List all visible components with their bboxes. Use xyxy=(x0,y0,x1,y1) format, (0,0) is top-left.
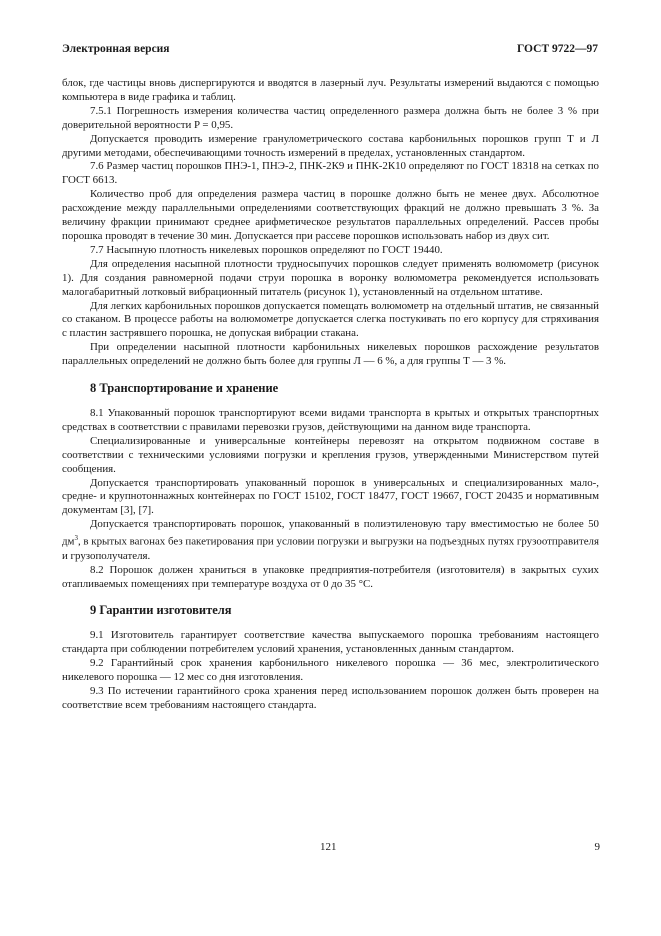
paragraph-part: Допускается транспортировать порошок, упакованный в полиэтиленовую тару вместимостью не более 50 дм xyxy=(62,518,599,548)
document-body xyxy=(62,77,599,713)
paragraph: При определении насыпной плотности карбонильных никелевых порошков расхождение результатов параллельных определений не должно быть более для группы Л — 6 %, а для группы Т — 3 %. xyxy=(62,341,599,368)
paragraph: 9.1 Изготовитель гарантирует соответствие качества выпускаемого порошка требованиям настоящего стандарта при соблюдении потребителем условий хранения, установленных данным стандартом. xyxy=(62,629,599,656)
header-left: Электронная версия xyxy=(62,43,170,55)
paragraph xyxy=(62,518,599,563)
paragraph: 9.2 Гарантийный срок хранения карбонильного никелевого порошка — 36 мес, электролитического никелевого порошка — 12 мес со дня изготовления. xyxy=(62,657,599,684)
paragraph: 7.5.1 Погрешность измерения количества частиц определенного размера должна быть не более 3 % при доверительной вероятности P = 0,95. xyxy=(62,104,599,131)
paragraph: 8.1 Упакованный порошок транспортируют всеми видами транспорта в крытых и открытых транспортных средствах в соответствии с правилами перевозки грузов, действующими на данном виде транспорта. xyxy=(62,407,599,433)
section-heading-8: 8 Транспортирование и хранение xyxy=(90,381,279,396)
paragraph: 9.3 По истечении гарантийного срока хранения перед использованием порошок должен быть проверен на соответствие всем требованиям настоящего стандарта. xyxy=(62,685,599,711)
paragraph: блок, где частицы вновь диспергируются и вводятся в лазерный луч. Результаты измерений выдаются с помощью компьютера в виде графика и таблиц. xyxy=(62,77,599,103)
header-right: ГОСТ 9722—97 xyxy=(517,43,598,55)
paragraph: 7.7 Насыпную плотность никелевых порошков определяют по ГОСТ 19440. xyxy=(90,243,443,256)
page-number-right: 9 xyxy=(594,841,600,853)
page-number-center: 121 xyxy=(320,841,337,853)
paragraph: 8.2 Порошок должен храниться в упаковке предприятия-потребителя (изготовителя) в закрытых сухих отапливаемых помещениях при температуре воздуха от 0 до 35 °С. xyxy=(62,563,599,590)
paragraph: Допускается транспортировать упакованный порошок в универсальных и специализированных мало-, средне- и крупнотоннажных контейнерах по ГОСТ 15102, ГОСТ 18477, ГОСТ 19667, ГОСТ 20435 и нормативным документам [3], [7]. xyxy=(62,476,599,517)
paragraph: Для легких карбонильных порошков допускается помещать волюмометр на отдельный штатив, не связанный со стаканом. В процессе работы на волюмометре допускается слегка постукивать по его корпусу для стряхивания с пластин застрявшего порошка, не допуская вибрации стакана. xyxy=(62,299,599,340)
superscript: 3 xyxy=(74,534,78,543)
section-heading-9: 9 Гарантии изготовителя xyxy=(90,603,232,618)
paragraph: Специализированные и универсальные контейнеры перевозят на открытом подвижном составе в соответствии с техническими условиями погрузки и крепления грузов, утвержденными Министерством путей сообщения. xyxy=(62,434,599,475)
paragraph: Для определения насыпной плотности трудносыпучих порошков следует применять волюмометр (рисунок 1). Для создания равномерной подачи струи порошка в воронку волюмометра рекомендуется использовать малогабаритный лотковый вибрационный питатель (рисунок 1), установленный на отдельном штативе. xyxy=(62,257,599,298)
paragraph: Допускается проводить измерение гранулометрического состава карбонильных порошков групп Т и Л другими методами, обеспечивающими точность измерений в пределах, установленных стандартом. xyxy=(62,132,599,159)
paragraph: 7.6 Размер частиц порошков ПНЭ-1, ПНЭ-2, ПНК-2К9 и ПНК-2К10 определяют по ГОСТ 18318 на сетках по ГОСТ 6613. xyxy=(62,160,599,187)
paragraph-part: , в крытых вагонах без пакетирования при условии погрузки и выгрузки на подъездных путях грузоотправителя и грузополучателя. xyxy=(62,535,599,562)
paragraph: Количество проб для определения размера частиц в порошке должно быть не менее двух. Абсолютное расхождение между параллельными определениями соответствующих фракций не должно превышать 3 %. За величину фракции принимают среднее арифметическое результатов параллельных определений. Рассев пробы порошка проводят в течение 30 мин. Допускается при рассеве порошков использовать набор из двух сит. xyxy=(62,188,599,242)
